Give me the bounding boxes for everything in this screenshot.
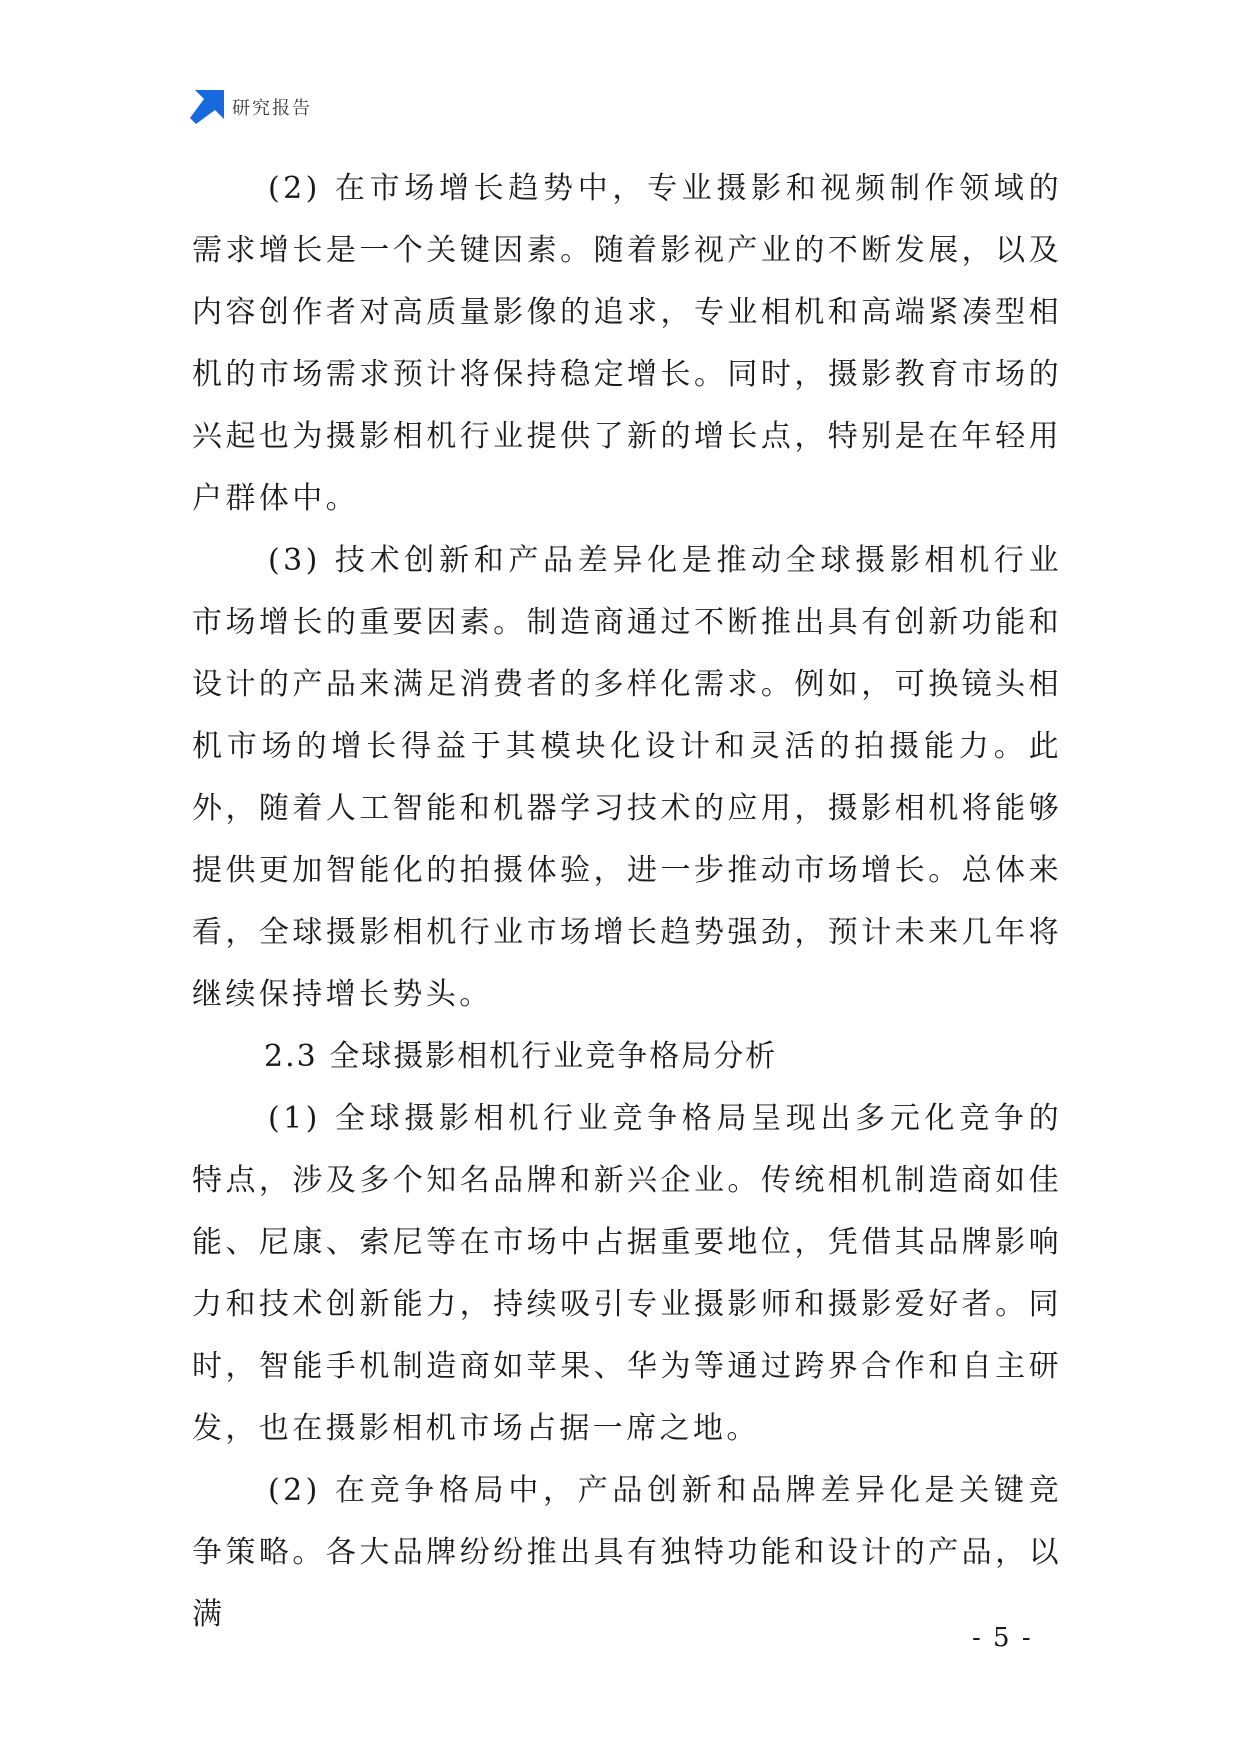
- paragraph-market-growth-3: (3) 技术创新和产品差异化是推动全球摄影相机行业市场增长的重要因素。制造商通过不断推出具有创新功能和设计的产品来满足消费者的多样化需求。例如，可换镜头相机市场的增长得益于其模块化设计和灵活的拍摄能力。此外，随着人工智能和机器学习技术的应用，摄影相机将能够提供更加智能化的拍摄体验，进一步推动市场增长。总体来看，全球摄影相机行业市场增长趋势强劲，预计未来几年将继续保持增长势头。: [192, 543, 1062, 1012]
- document-body: [192, 158, 1062, 1646]
- page-header: [190, 90, 312, 124]
- page-number: - 5 -: [972, 1623, 1033, 1653]
- header-label: 研究报告: [232, 98, 312, 119]
- paragraph-competition-2: (2) 在竞争格局中，产品创新和品牌差异化是关键竞争策略。各大品牌纷纷推出具有独特功能和设计的产品，以满: [192, 1473, 1062, 1632]
- paragraph-competition-1: (1) 全球摄影相机行业竞争格局呈现出多元化竞争的特点，涉及多个知名品牌和新兴企业。传统相机制造商如佳能、尼康、索尼等在市场中占据重要地位，凭借其品牌影响力和技术创新能力，持续吸引专业摄影师和摄影爱好者。同时，智能手机制造商如苹果、华为等通过跨界合作和自主研发，也在摄影相机市场占据一席之地。: [192, 1101, 1062, 1446]
- section-heading: 2.3 全球摄影相机行业竞争格局分析: [264, 1039, 778, 1074]
- arrow-up-right-icon: [190, 90, 224, 124]
- paragraph-market-growth-2: (2) 在市场增长趋势中，专业摄影和视频制作领域的需求增长是一个关键因素。随着影视产业的不断发展，以及内容创作者对高质量影像的追求，专业相机和高端紧凑型相机的市场需求预计将保持稳定增长。同时，摄影教育市场的兴起也为摄影相机行业提供了新的增长点，特别是在年轻用户群体中。: [192, 171, 1062, 516]
